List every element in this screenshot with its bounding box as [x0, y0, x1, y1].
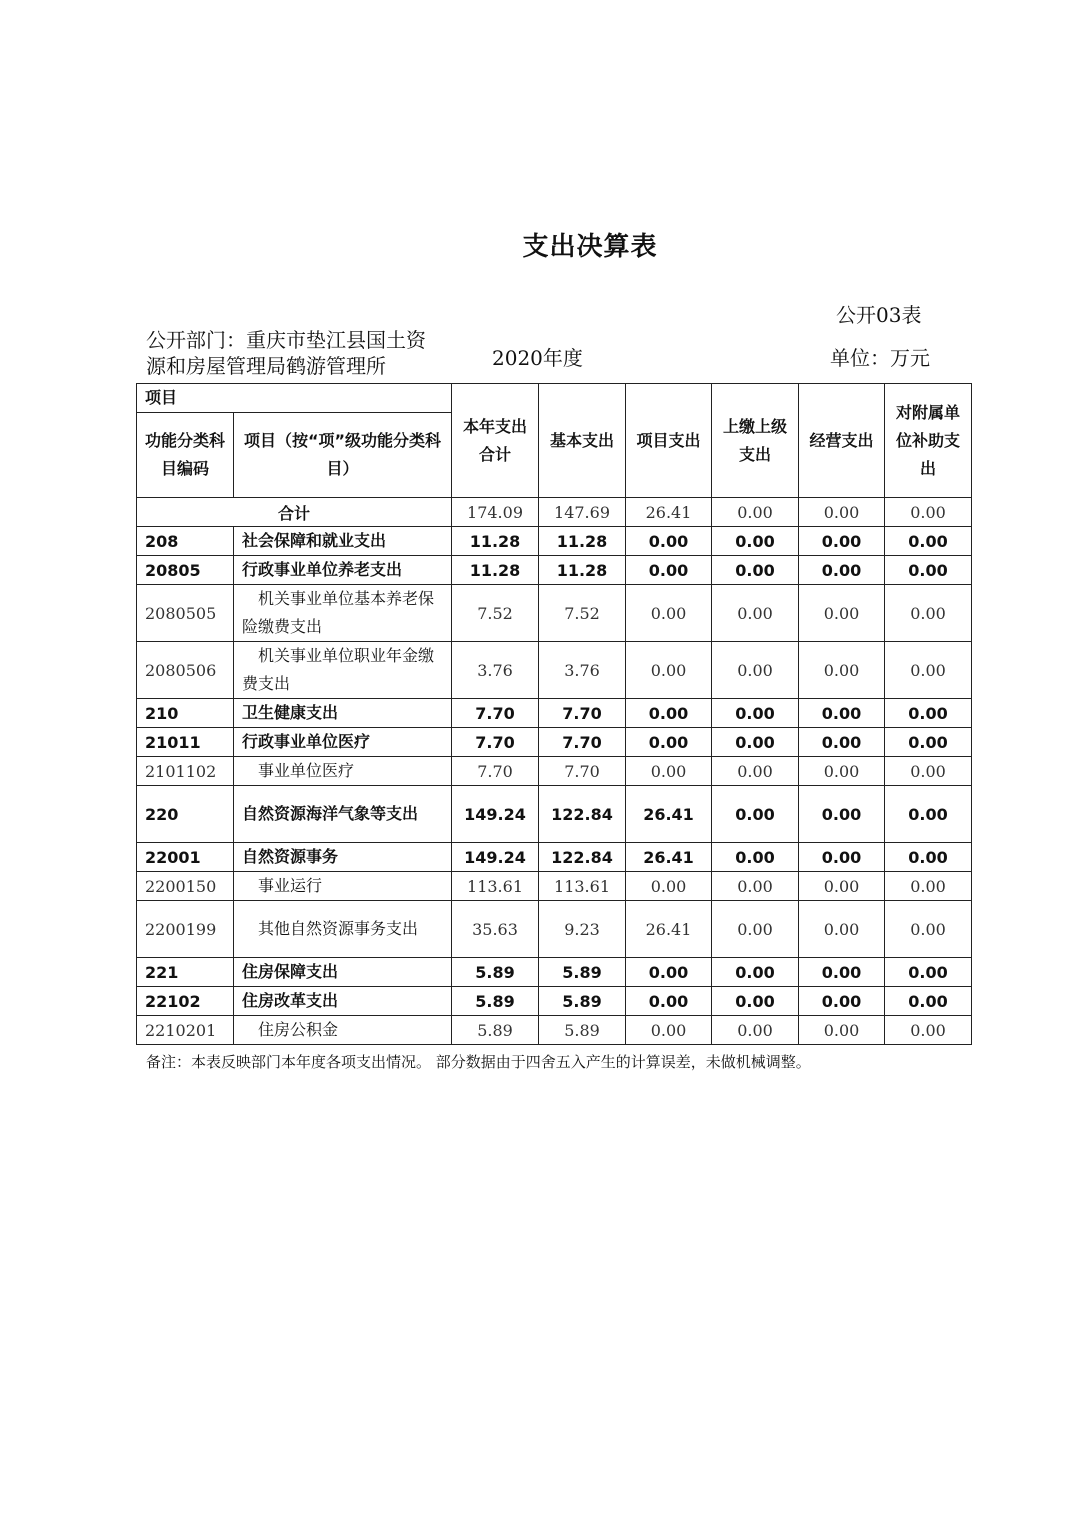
total-value: 0.00 [885, 498, 972, 527]
row-value: 0.00 [885, 556, 972, 585]
total-value: 0.00 [799, 498, 885, 527]
row-value: 0.00 [885, 642, 972, 699]
row-value: 11.28 [452, 527, 539, 556]
row-value: 0.00 [626, 556, 712, 585]
row-name: 社会保障和就业支出 [234, 527, 452, 556]
row-value: 26.41 [626, 843, 712, 872]
row-name: 卫生健康支出 [234, 699, 452, 728]
header-item: 项目支出 [626, 384, 712, 498]
row-value: 26.41 [626, 786, 712, 843]
row-value: 7.70 [452, 757, 539, 786]
row-value: 0.00 [712, 843, 799, 872]
row-value: 0.00 [799, 585, 885, 642]
row-value: 0.00 [799, 757, 885, 786]
row-name: 行政事业单位养老支出 [234, 556, 452, 585]
footnote: 备注：本表反映部门本年度各项支出情况。 部分数据由于四舍五入产生的计算误差，未做机械调整。 [146, 1053, 811, 1071]
row-value: 0.00 [626, 699, 712, 728]
header-total: 本年支出合计 [452, 384, 539, 498]
row-value: 0.00 [626, 728, 712, 757]
row-value: 7.52 [452, 585, 539, 642]
row-value: 0.00 [799, 786, 885, 843]
row-name: 住房改革支出 [234, 987, 452, 1016]
row-value: 113.61 [539, 872, 626, 901]
row-value: 0.00 [712, 699, 799, 728]
header-project: 项目 [137, 384, 452, 413]
table-row [137, 987, 972, 1016]
row-value: 5.89 [539, 958, 626, 987]
row-value: 0.00 [885, 527, 972, 556]
row-value: 0.00 [885, 843, 972, 872]
row-value: 7.70 [539, 728, 626, 757]
row-value: 5.89 [452, 1016, 539, 1045]
row-code: 2210201 [137, 1016, 234, 1045]
row-value: 0.00 [799, 1016, 885, 1045]
row-value: 11.28 [539, 556, 626, 585]
row-value: 113.61 [452, 872, 539, 901]
row-value: 0.00 [712, 872, 799, 901]
row-value: 35.63 [452, 901, 539, 958]
department-line-1: 公开部门：重庆市垫江县国土资 [146, 328, 426, 352]
row-value: 0.00 [626, 872, 712, 901]
row-value: 0.00 [712, 1016, 799, 1045]
row-name: 行政事业单位医疗 [234, 728, 452, 757]
row-value: 0.00 [626, 527, 712, 556]
row-name: 机关事业单位基本养老保险缴费支出 [234, 585, 452, 642]
row-value: 0.00 [626, 1016, 712, 1045]
row-value: 7.70 [452, 699, 539, 728]
table-row [137, 642, 972, 699]
expenditure-table [136, 383, 972, 1045]
page-title: 支出决算表 [522, 232, 658, 262]
row-value: 0.00 [626, 757, 712, 786]
row-value: 149.24 [452, 786, 539, 843]
row-value: 0.00 [885, 872, 972, 901]
row-code: 220 [137, 786, 234, 843]
row-name: 自然资源海洋气象等支出 [234, 786, 452, 843]
row-value: 122.84 [539, 843, 626, 872]
table-row [137, 699, 972, 728]
row-value: 26.41 [626, 901, 712, 958]
row-value: 0.00 [885, 757, 972, 786]
header-operating: 经营支出 [799, 384, 885, 498]
row-value: 5.89 [452, 987, 539, 1016]
row-value: 122.84 [539, 786, 626, 843]
row-value: 0.00 [799, 728, 885, 757]
row-value: 7.70 [452, 728, 539, 757]
row-value: 0.00 [712, 958, 799, 987]
table-row [137, 757, 972, 786]
row-value: 0.00 [712, 901, 799, 958]
row-code: 22102 [137, 987, 234, 1016]
table-row [137, 728, 972, 757]
row-value: 0.00 [885, 1016, 972, 1045]
row-name: 其他自然资源事务支出 [234, 901, 452, 958]
row-value: 0.00 [712, 987, 799, 1016]
total-value: 147.69 [539, 498, 626, 527]
table-row [137, 527, 972, 556]
row-value: 0.00 [799, 872, 885, 901]
row-code: 221 [137, 958, 234, 987]
row-value: 0.00 [799, 642, 885, 699]
header-basic: 基本支出 [539, 384, 626, 498]
total-value: 26.41 [626, 498, 712, 527]
total-label: 合计 [137, 498, 452, 527]
row-value: 11.28 [452, 556, 539, 585]
table-number: 公开03表 [836, 303, 922, 327]
row-value: 7.70 [539, 699, 626, 728]
total-value: 174.09 [452, 498, 539, 527]
row-value: 7.70 [539, 757, 626, 786]
row-value: 5.89 [452, 958, 539, 987]
header-upper: 上缴上级支出 [712, 384, 799, 498]
total-row [137, 498, 972, 527]
row-name: 自然资源事务 [234, 843, 452, 872]
row-value: 3.76 [452, 642, 539, 699]
table-row [137, 872, 972, 901]
row-value: 0.00 [712, 642, 799, 699]
row-value: 0.00 [799, 901, 885, 958]
row-code: 208 [137, 527, 234, 556]
table-row [137, 786, 972, 843]
row-name: 事业运行 [234, 872, 452, 901]
row-value: 0.00 [712, 728, 799, 757]
row-value: 3.76 [539, 642, 626, 699]
row-value: 149.24 [452, 843, 539, 872]
row-code: 21011 [137, 728, 234, 757]
header-code: 功能分类科目编码 [137, 413, 234, 498]
table-row [137, 1016, 972, 1045]
row-code: 22001 [137, 843, 234, 872]
department-line-2: 源和房屋管理局鹤游管理所 [146, 354, 386, 378]
row-value: 0.00 [885, 585, 972, 642]
row-value: 0.00 [799, 958, 885, 987]
row-value: 7.52 [539, 585, 626, 642]
total-value: 0.00 [712, 498, 799, 527]
table-row [137, 901, 972, 958]
row-code: 210 [137, 699, 234, 728]
row-code: 2080505 [137, 585, 234, 642]
row-code: 20805 [137, 556, 234, 585]
fiscal-year: 2020年度 [492, 346, 583, 370]
row-value: 0.00 [885, 901, 972, 958]
row-value: 0.00 [799, 843, 885, 872]
row-value: 0.00 [799, 699, 885, 728]
header-name: 项目（按“项”级功能分类科目） [234, 413, 452, 498]
row-value: 0.00 [626, 958, 712, 987]
row-value: 0.00 [885, 699, 972, 728]
department-label [146, 327, 446, 379]
row-name: 事业单位医疗 [234, 757, 452, 786]
row-value: 0.00 [626, 642, 712, 699]
row-code: 2101102 [137, 757, 234, 786]
row-value: 0.00 [885, 987, 972, 1016]
row-value: 0.00 [885, 786, 972, 843]
row-value: 0.00 [799, 556, 885, 585]
table-row [137, 843, 972, 872]
row-value: 11.28 [539, 527, 626, 556]
row-name: 住房公积金 [234, 1016, 452, 1045]
header-subsidiary: 对附属单位补助支出 [885, 384, 972, 498]
row-value: 0.00 [712, 757, 799, 786]
row-name: 住房保障支出 [234, 958, 452, 987]
row-value: 0.00 [799, 987, 885, 1016]
row-code: 2200199 [137, 901, 234, 958]
row-value: 5.89 [539, 987, 626, 1016]
row-name: 机关事业单位职业年金缴费支出 [234, 642, 452, 699]
row-value: 0.00 [885, 958, 972, 987]
row-code: 2080506 [137, 642, 234, 699]
table-row [137, 585, 972, 642]
table-row [137, 958, 972, 987]
row-value: 9.23 [539, 901, 626, 958]
table-row [137, 556, 972, 585]
row-value: 0.00 [712, 527, 799, 556]
row-value: 0.00 [885, 728, 972, 757]
row-value: 5.89 [539, 1016, 626, 1045]
row-value: 0.00 [626, 585, 712, 642]
row-value: 0.00 [712, 556, 799, 585]
row-value: 0.00 [712, 585, 799, 642]
row-value: 0.00 [626, 987, 712, 1016]
currency-unit: 单位：万元 [830, 346, 930, 370]
row-value: 0.00 [712, 786, 799, 843]
row-value: 0.00 [799, 527, 885, 556]
row-code: 2200150 [137, 872, 234, 901]
